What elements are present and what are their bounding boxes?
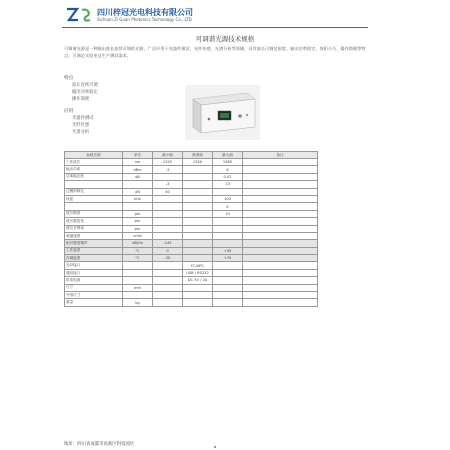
table-cell [123, 269, 153, 276]
header-cell: 最大值 [213, 152, 243, 159]
header-cell: 备注 [243, 152, 318, 159]
table-cell: 重量 [65, 299, 123, 306]
table-cell [213, 292, 243, 299]
table-cell [123, 262, 153, 269]
table-cell: 光纤接口 [65, 262, 123, 269]
table-cell [213, 240, 243, 247]
table-row [65, 247, 318, 254]
table-cell [65, 203, 123, 210]
table-cell [183, 218, 213, 225]
section-heading-applications: 应用 [64, 109, 74, 114]
header-cell: 最小值 [153, 152, 183, 159]
table-cell [243, 284, 318, 291]
table-cell [243, 247, 318, 254]
application-item: 光纤传感 [72, 123, 90, 128]
table-row [65, 210, 318, 217]
table-cell: -20 [153, 255, 183, 262]
table-cell: kg [123, 299, 153, 306]
table-cell [243, 269, 318, 276]
table-cell: 输出功率 [65, 166, 123, 173]
table-cell: 40 [153, 188, 183, 195]
application-item: 光器件测试 [72, 116, 94, 121]
table-cell: -3 [153, 166, 183, 173]
table-cell [243, 277, 318, 284]
table-cell: FC/APC [183, 262, 213, 269]
table-row [65, 255, 318, 262]
table-cell: 功率稳定度 [65, 173, 123, 180]
table-cell [243, 195, 318, 202]
table-cell: kHz [123, 195, 153, 202]
table-cell [213, 299, 243, 306]
table-cell [183, 203, 213, 210]
table-cell: 1565 [213, 159, 243, 166]
table-cell [153, 210, 183, 217]
table-cell: nm [123, 159, 153, 166]
table-cell: 工作温度 [65, 247, 123, 254]
table-cell [153, 173, 183, 180]
table-cell [153, 203, 183, 210]
feature-item: 操作简便 [72, 97, 90, 102]
table-cell: -3 [153, 181, 183, 188]
table-row [65, 188, 318, 195]
company-name-en: Sichuan Zi Guan Photonics Technology Co., LTD [97, 17, 192, 22]
feature-item: 波长连续可调 [72, 83, 98, 88]
table-cell: mm [123, 284, 153, 291]
footer-address: 地址：四川省成都市高新区科技园区 [64, 442, 135, 447]
table-cell [213, 269, 243, 276]
table-cell [213, 277, 243, 284]
table-cell: 相对强度噪声 [65, 240, 123, 247]
spec-table [64, 151, 318, 307]
table-row [65, 159, 318, 166]
table-cell [153, 262, 183, 269]
table-cell [183, 210, 213, 217]
table-cell [243, 159, 318, 166]
table-cell [243, 255, 318, 262]
table-cell: °C [123, 247, 153, 254]
table-cell [243, 203, 318, 210]
header-cell: 单位 [123, 152, 153, 159]
table-cell [213, 262, 243, 269]
table-cell: +70 [213, 255, 243, 262]
table-cell: 波长精度 [65, 210, 123, 217]
table-cell [183, 255, 213, 262]
page-marker [214, 446, 216, 448]
table-cell [183, 292, 213, 299]
table-cell: 0 [153, 247, 183, 254]
table-row [65, 277, 318, 284]
table-cell [243, 232, 318, 239]
company-logo [65, 6, 93, 24]
table-cell [183, 225, 213, 232]
table-cell: 尺寸 [65, 284, 123, 291]
table-cell: 0.02 [213, 173, 243, 180]
table-cell [153, 232, 183, 239]
table-cell [183, 173, 213, 180]
table-cell: nm/s [123, 232, 153, 239]
table-cell [153, 277, 183, 284]
table-cell: 100 [213, 195, 243, 202]
table-cell [243, 173, 318, 180]
table-row [65, 262, 318, 269]
table-cell [243, 240, 318, 247]
table-cell [243, 225, 318, 232]
table-cell: 外形尺寸 [65, 292, 123, 299]
table-cell: dBm [123, 166, 153, 173]
table-cell [243, 188, 318, 195]
table-cell [183, 284, 213, 291]
application-item: 光谱分析 [72, 130, 90, 135]
table-cell [213, 284, 243, 291]
table-cell: 线宽 [65, 195, 123, 202]
table-cell: DC 5V / 2A [183, 277, 213, 284]
table-cell [183, 299, 213, 306]
table-cell: +45 [213, 247, 243, 254]
device-photo [185, 85, 260, 140]
table-cell [183, 247, 213, 254]
intro-paragraph: 可调谐光源是一种输出波长连续可调的光源，广泛应用于光器件测试、光纤传感、光谱分析等领域，具有波长可调范围宽、输出功率稳定、体积小巧、操作简便等特点，可满足实验室及生产测试需求。 [64, 46, 366, 58]
table-cell [153, 225, 183, 232]
table-cell: 调谐速度 [65, 232, 123, 239]
table-cell: 1550 [183, 159, 213, 166]
table-cell [153, 195, 183, 202]
table-cell [213, 225, 243, 232]
table-cell [183, 166, 213, 173]
table-cell: pm [123, 210, 153, 217]
table-row [65, 284, 318, 291]
table-cell: 13 [213, 181, 243, 188]
table-cell: °C [123, 255, 153, 262]
table-cell [123, 277, 153, 284]
table-cell [183, 181, 213, 188]
table-row [65, 181, 318, 188]
table-row [65, 269, 318, 276]
table-cell: 边模抑制比 [65, 188, 123, 195]
table-cell: 6 [213, 166, 243, 173]
table-cell: 波长重复性 [65, 218, 123, 225]
table-cell: USB / RS232 [183, 269, 213, 276]
table-cell [153, 292, 183, 299]
table-cell [243, 166, 318, 173]
table-cell: dB [123, 173, 153, 180]
table-row [65, 225, 318, 232]
table-row [65, 203, 318, 210]
table-cell [153, 218, 183, 225]
table-cell: dB [123, 188, 153, 195]
table-cell [213, 188, 243, 195]
table-row [65, 195, 318, 202]
company-name-cn: 四川梓冠光电科技有限公司 [97, 8, 193, 17]
table-cell [123, 181, 153, 188]
table-row [65, 240, 318, 247]
table-cell [213, 232, 243, 239]
header-cell: 参数名称 [65, 152, 123, 159]
table-cell [243, 262, 318, 269]
table-row [65, 299, 318, 306]
table-cell: dB/Hz [123, 240, 153, 247]
table-cell: 波长分辨率 [65, 225, 123, 232]
table-cell: pm [123, 218, 153, 225]
table-row [65, 166, 318, 173]
feature-item: 输出功率稳定 [72, 90, 98, 95]
table-cell [153, 284, 183, 291]
table-cell: 工作波长 [65, 159, 123, 166]
table-row [65, 173, 318, 180]
table-cell [243, 181, 318, 188]
table-row [65, 292, 318, 299]
table-cell [183, 195, 213, 202]
table-cell [153, 269, 183, 276]
header-cell: 典型值 [183, 152, 213, 159]
table-cell: 存储温度 [65, 255, 123, 262]
header-divider [62, 27, 368, 28]
table-cell [183, 232, 213, 239]
table-cell [243, 218, 318, 225]
table-cell [213, 218, 243, 225]
table-cell [243, 292, 318, 299]
table-cell [153, 299, 183, 306]
table-cell [243, 299, 318, 306]
table-cell: pm [123, 225, 153, 232]
table-cell [183, 240, 213, 247]
table-cell [243, 210, 318, 217]
table-row [65, 232, 318, 239]
table-row [65, 218, 318, 225]
section-heading-features: 特点 [64, 76, 74, 81]
table-cell [183, 188, 213, 195]
table-cell [65, 181, 123, 188]
table-header-row [65, 152, 318, 159]
table-cell: 通信接口 [65, 269, 123, 276]
table-cell: 1525 [153, 159, 183, 166]
document-title: 可调谐光源技术规格 [195, 35, 255, 43]
table-cell [123, 203, 153, 210]
table-cell: 供电电源 [65, 277, 123, 284]
table-cell [123, 292, 153, 299]
table-cell: -145 [153, 240, 183, 247]
spec-table-body [65, 159, 318, 307]
table-cell: 4 [213, 203, 243, 210]
table-cell: 10 [213, 210, 243, 217]
